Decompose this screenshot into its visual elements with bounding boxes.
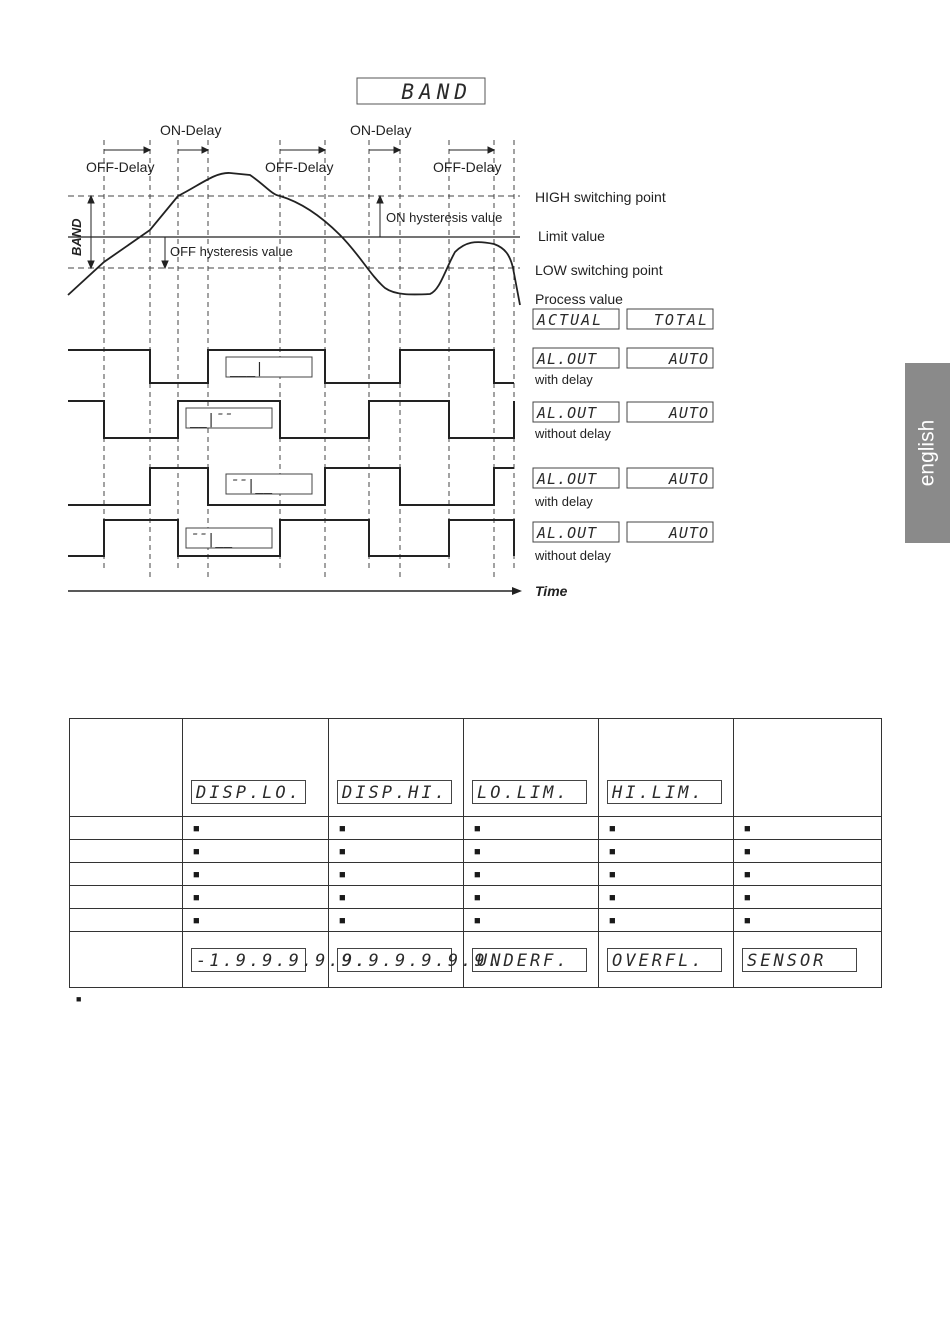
limit-value-label: Limit value: [538, 228, 605, 244]
language-tab[interactable]: [905, 363, 950, 543]
output-2-display-right: AUTO: [668, 404, 709, 422]
disp-hi-display: DISP.HI.: [337, 780, 452, 804]
marker-cell: ■: [599, 909, 734, 932]
on-delay-label-2: ON-Delay: [350, 122, 412, 138]
marker-cell: ■: [329, 817, 464, 840]
on-delay-label-1: ON-Delay: [160, 122, 222, 138]
marker-cell: ■: [734, 840, 882, 863]
off-hysteresis-label: OFF hysteresis value: [170, 244, 293, 259]
marker-cell: ■: [599, 886, 734, 909]
value-display-max: 9.9.9.9.9.9.: [337, 948, 452, 972]
language-tab-label: english: [915, 419, 939, 487]
marker-cell: ■: [329, 886, 464, 909]
inline-display-1: ___|: [230, 361, 264, 377]
inline-display-3: ¯¯|__: [230, 478, 273, 494]
table-row: [70, 909, 882, 932]
process-value-curve: [68, 173, 520, 305]
total-display: TOTAL: [653, 311, 709, 329]
off-delay-label-3: OFF-Delay: [433, 159, 502, 175]
on-hysteresis-label: ON hysteresis value: [386, 210, 503, 225]
inline-display-2: __|¯¯: [190, 412, 233, 428]
table-row: [70, 863, 882, 886]
marker-cell: ■: [464, 863, 599, 886]
high-switching-label: HIGH switching point: [535, 189, 666, 205]
parameter-table: [69, 718, 882, 988]
output-2-display-left: AL.OUT: [537, 404, 598, 422]
marker-cell: ■: [599, 817, 734, 840]
inline-display-4: ¯¯|__: [190, 532, 233, 548]
marker-cell: ■: [734, 863, 882, 886]
value-display-overfl: OVERFL.: [607, 948, 722, 972]
table-header-row: [70, 719, 882, 817]
marker-cell: ■: [329, 840, 464, 863]
row-label: [70, 840, 183, 863]
output-2-caption: without delay: [535, 426, 611, 441]
off-delay-label-2: OFF-Delay: [265, 159, 334, 175]
header-cell-disp-hi: [329, 719, 464, 817]
marker-cell: ■: [183, 909, 329, 932]
marker-cell: ■: [464, 909, 599, 932]
value-cell: [599, 932, 734, 988]
row-label: [70, 909, 183, 932]
time-axis-label: Time: [535, 583, 568, 599]
footnote-marker: ■: [76, 994, 82, 1004]
marker-cell: ■: [329, 909, 464, 932]
marker-cell: ■: [183, 840, 329, 863]
row-label: [70, 932, 183, 988]
row-label: [70, 863, 183, 886]
marker-cell: ■: [183, 886, 329, 909]
header-cell-blank: [70, 719, 183, 817]
table-row: [70, 840, 882, 863]
output-4-display-left: AL.OUT: [537, 524, 598, 542]
value-cell: [329, 932, 501, 988]
output-1-labels: [533, 348, 713, 387]
marker-cell: ■: [599, 840, 734, 863]
marker-cell: ■: [599, 863, 734, 886]
value-display-sensor: SENSOR: [742, 948, 857, 972]
marker-cell: ■: [329, 863, 464, 886]
marker-cell: ■: [734, 817, 882, 840]
marker-cell: ■: [734, 909, 882, 932]
output-1-caption: with delay: [535, 372, 593, 387]
low-switching-label: LOW switching point: [535, 262, 663, 278]
output-3-display-left: AL.OUT: [537, 470, 598, 488]
table-row-values: [70, 932, 882, 988]
output-1-display-left: AL.OUT: [537, 350, 598, 368]
header-cell-blank-right: [734, 719, 882, 817]
lo-lim-display: LO.LIM.: [472, 780, 587, 804]
disp-lo-display: DISP.LO.: [191, 780, 306, 804]
value-display-min: -1.9.9.9.9.9.: [191, 948, 306, 972]
output-2-labels: [533, 402, 713, 441]
output-waveform-4: [68, 520, 514, 556]
header-cell-lo-lim: [464, 719, 599, 817]
output-waveform-2: [68, 401, 514, 438]
row-label: [70, 886, 183, 909]
table-row: [70, 817, 882, 840]
output-1-display-right: AUTO: [668, 350, 709, 368]
output-4-display-right: AUTO: [668, 524, 709, 542]
value-cell: [183, 932, 369, 988]
top-display: BAND: [401, 80, 472, 104]
header-cell-disp-lo: [183, 719, 329, 817]
hi-lim-display: HI.LIM.: [607, 780, 722, 804]
header-cell-hi-lim: [599, 719, 734, 817]
marker-cell: ■: [734, 886, 882, 909]
value-display-underf: UNDERF.: [472, 948, 587, 972]
marker-cell: ■: [464, 817, 599, 840]
off-delay-label-1: OFF-Delay: [86, 159, 155, 175]
marker-cell: ■: [464, 886, 599, 909]
marker-cell: ■: [183, 863, 329, 886]
marker-cell: ■: [183, 817, 329, 840]
output-3-caption: with delay: [535, 494, 593, 509]
value-cell: [464, 932, 599, 988]
actual-display: ACTUAL: [537, 311, 604, 329]
output-4-labels: [533, 522, 713, 563]
output-3-labels: [533, 468, 713, 509]
process-value-label: Process value: [535, 291, 623, 307]
output-4-caption: without delay: [535, 548, 611, 563]
marker-cell: ■: [464, 840, 599, 863]
value-cell: [734, 932, 882, 988]
row-label: [70, 817, 183, 840]
band-label: BAND: [69, 218, 84, 256]
output-3-display-right: AUTO: [668, 470, 709, 488]
table-row: [70, 886, 882, 909]
